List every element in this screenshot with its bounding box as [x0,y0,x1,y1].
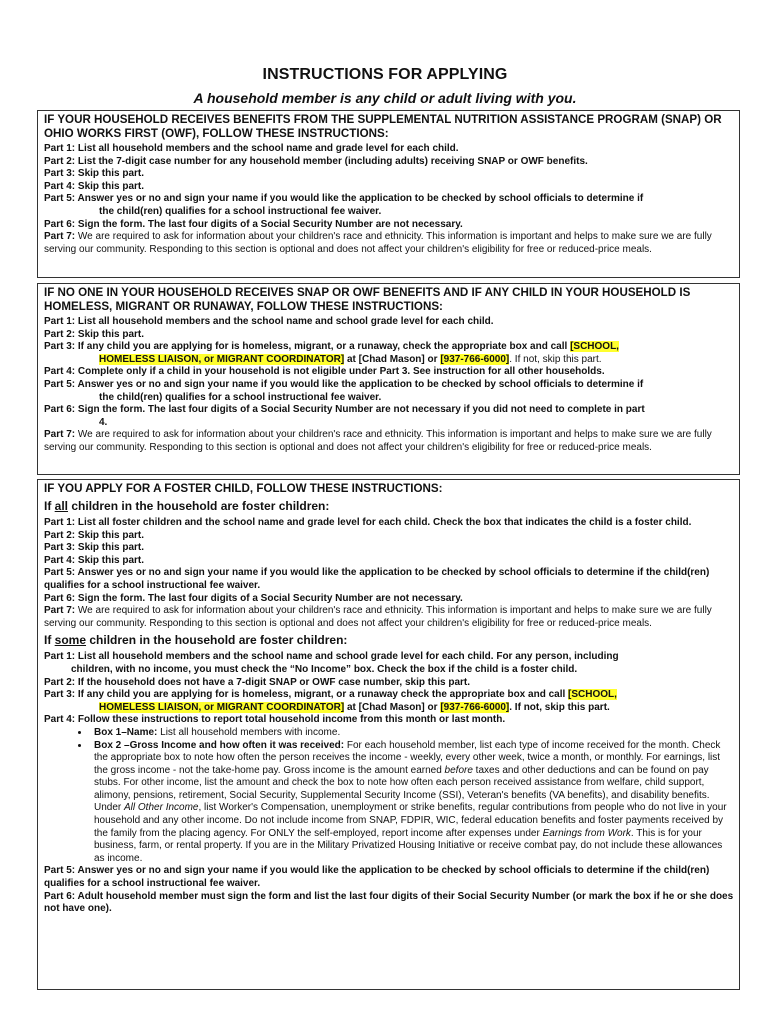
all-sub-post: children in the household are foster children: [68,499,330,513]
all-foster-part-5: Part 5: Answer yes or no and sign your name if you would like the application to be checked by school officials to determine if the child(ren) qualifies for a school instructional fee waiver. [44,567,710,591]
liaison-highlight: HOMELESS LIAISON, or MIGRANT COORDINATOR] [99,353,345,365]
some-sub-post: children in the household are foster children: [86,633,348,648]
box-2-earnings-from-work: Earnings from Work [542,827,631,839]
all-foster-part-6: Part 6: Sign the form. The last four digits of a Social Security Number are not necessary. [44,592,463,604]
page-title: INSTRUCTIONS FOR APPLYING [262,66,508,83]
snap-part-2: Part 2: List the 7-digit case number for any household member (including adults) receiving SNAP or OWF benefits. [44,155,588,167]
all-foster-part-1: Part 1: List all foster children and the school name and grade level for each child. Check the box that indicates the child is a foster child. [44,517,692,528]
snap-part-7-text: We are required to ask for information about your children's race and ethnicity. This information is important and helps to make sure we are fully serving our community. Responding to this section is optional and does not affect your children's eligibility for free or reduced-price meals. [44,231,712,255]
box-2-text-4: . This is for your business, farm, or rental property. If you are in the Military Privatized Housing Initiative or receive combat pay, do not include these allowances as income. [94,827,723,864]
box-2-text-3: , list Worker's Compensation, unemployment or strike benefits, regular contributions from people who do not live in your household and any other income. Do not include income from SNAP, FDPIR, WIC, federal education benefits and foster payments received by the family from the placing agency. For ONLY the self-employed, report income after expenses under [94,802,727,839]
homeless-part-3-text: Part 3: If any child you are applying for is homeless, migrant, or a runaway, check the appropriate box and call [44,341,571,353]
snap-owf-section [37,110,740,278]
homeless-migrant-section [37,283,740,475]
foster-liaison-highlight: HOMELESS LIAISON, or MIGRANT COORDINATOR] [99,701,345,713]
all-foster-part-2: Part 2: Skip this part. [44,529,145,541]
some-sub-pre: If [44,633,55,648]
foster-section-header: IF YOU APPLY FOR A FOSTER CHILD, FOLLOW THESE INSTRUCTIONS: [44,482,443,495]
income-box-list [44,727,734,866]
some-foster-part-1-cont: children, with no income, you must check the “No Income” box. Check the box if the child is a foster child. [71,663,578,675]
contact-name-text: at [Chad Mason] or [344,353,441,365]
snap-part-5: Part 5: Answer yes or no and sign your name if you would like the application to be checked by school officials to determine if [44,193,644,205]
homeless-part-7-label: Part 7: [44,429,76,441]
some-foster-part-3 [44,689,734,714]
some-foster-part-2: Part 2: If the household does not have a 7-digit SNAP or OWF case number, skip this part. [44,676,471,688]
homeless-part-3-end: . If not, skip this part. [509,353,602,365]
some-foster-part-1: Part 1: List all household members and the school name and school grade level for each child. For any person, including [44,651,619,663]
some-foster-part-3-text: Part 3: If any child you are applying for is homeless, migrant, or a runaway check the appropriate box and call [44,689,569,701]
box-2-text-2: taxes and other deductions and can be found on pay stubs. For other income, list the amount and check the box to note how often each person received assistance from welfare, child support, alimony, pensions, retirement, Social Security, Supplemental Security Income (SSI), Veteran's benefits (VA benefits), and disability benefits. Under [94,764,710,814]
snap-part-3: Part 3: Skip this part. [44,168,145,180]
box-2-label-cont: –Gross Income and how often it was received: [121,739,345,751]
some-foster-part-4: Part 4: Follow these instructions to report total household income from this month or last month. [44,714,506,726]
foster-contact-name-text: at [Chad Mason] or [344,701,441,713]
school-contact-highlight: [SCHOOL, [570,341,619,353]
some-foster-part-6: Part 6: Adult household member must sign the form and list the last four digits of their Social Security Number (or mark the box if he or she does not have one). [44,890,734,915]
box-2-text-1: For each household member, list each type of income received for the month. Check the appropriate box to note how often the person receives the income - weekly, every other week, twice a month, or monthly. For earnings, list the gross income - not the take-home pay. Gross income is the amount earned [94,739,721,776]
homeless-part-4: Part 4: Complete only if a child in your household is not eligible under Part 3. See instruction for all other households. [44,366,605,378]
all-foster-subheader [44,499,734,514]
snap-part-7 [44,231,734,256]
homeless-part-5-cont: the child(ren) qualifies for a school instructional fee waiver. [99,391,382,403]
box-2-before-italic: before [444,764,473,776]
some-foster-part-3-end: . If not, skip this part. [509,701,610,713]
phone-number-highlight: [937-766-6000] [440,353,510,365]
all-foster-part-4: Part 4: Skip this part. [44,554,145,566]
box-1-text: List all household members with income. [157,726,341,738]
all-foster-part-3: Part 3: Skip this part. [44,542,145,554]
foster-school-contact-highlight: [SCHOOL, [568,689,617,701]
homeless-part-6-cont: 4. [99,416,108,428]
all-foster-part-7-text: We are required to ask for information about your children's race and ethnicity. This information is important and helps to make sure we are fully serving our community. Responding to this section is optional and does not affect your children's eligibility for free or reduced-price meals. [44,605,712,629]
box-1-item [90,727,734,740]
some-foster-part-5: Part 5: Answer yes or no and sign your name if you would like the application to be checked by school officials to determine if the child(ren) qualifies for a school instructional fee waiver. [44,865,710,890]
homeless-part-7-text: We are required to ask for information about your children's race and ethnicity. This information is important and helps to make sure we are fully serving our community. Responding to this section is optional and does not affect your children's eligibility for free or reduced-price meals. [44,429,712,453]
homeless-part-6: Part 6: Sign the form. The last four digits of a Social Security Number are not necessary if you did not need to complete in part [44,404,645,416]
homeless-part-2: Part 2: Skip this part. [44,328,145,340]
foster-phone-highlight: [937-766-6000] [440,701,510,713]
box-2-label: Box 2 [94,739,122,751]
box-2-item [90,740,734,866]
homeless-part-5: Part 5: Answer yes or no and sign your name if you would like the application to be checked by school officials to determine if [44,378,644,390]
box-1-label: Box 1–Name: [94,726,158,738]
some-foster-subheader [44,633,734,648]
all-foster-part-7 [44,605,734,630]
homeless-section-header: IF NO ONE IN YOUR HOUSEHOLD RECEIVES SNAP OR OWF BENEFITS AND IF ANY CHILD IN YOUR HOUSEHOLD IS HOMELESS, MIGRANT OR RUNAWAY, FOLLOW THESE INSTRUCTIONS: [44,286,691,313]
all-sub-pre: If [44,499,55,513]
some-sub-underlined: some [54,633,87,648]
snap-part-5-cont: the child(ren) qualifies for a school instructional fee waiver. [99,205,382,217]
snap-part-6: Part 6: Sign the form. The last four digits of a Social Security Number are not necessary. [44,218,463,230]
snap-section-header: IF YOUR HOUSEHOLD RECEIVES BENEFITS FROM THE SUPPLEMENTAL NUTRITION ASSISTANCE PROGRAM (SNAP) OR OHIO WORKS FIRST (OWF), FOLLOW THESE INSTRUCTIONS: [44,113,722,140]
homeless-part-7 [44,429,734,454]
snap-part-7-label: Part 7: [44,231,76,243]
foster-child-section [37,479,740,990]
homeless-part-3 [44,341,734,366]
homeless-part-1: Part 1: List all household members and the school name and school grade level for each child. [44,316,494,327]
all-sub-underlined: all [54,499,69,513]
page-subtitle: A household member is any child or adult living with you. [193,90,577,106]
all-foster-part-7-label: Part 7: [44,605,76,617]
snap-part-1: Part 1: List all household members and the school name and grade level for each child. [44,143,459,154]
snap-part-4: Part 4: Skip this part. [44,180,145,192]
box-2-all-other-income: All Other Income [124,802,199,814]
